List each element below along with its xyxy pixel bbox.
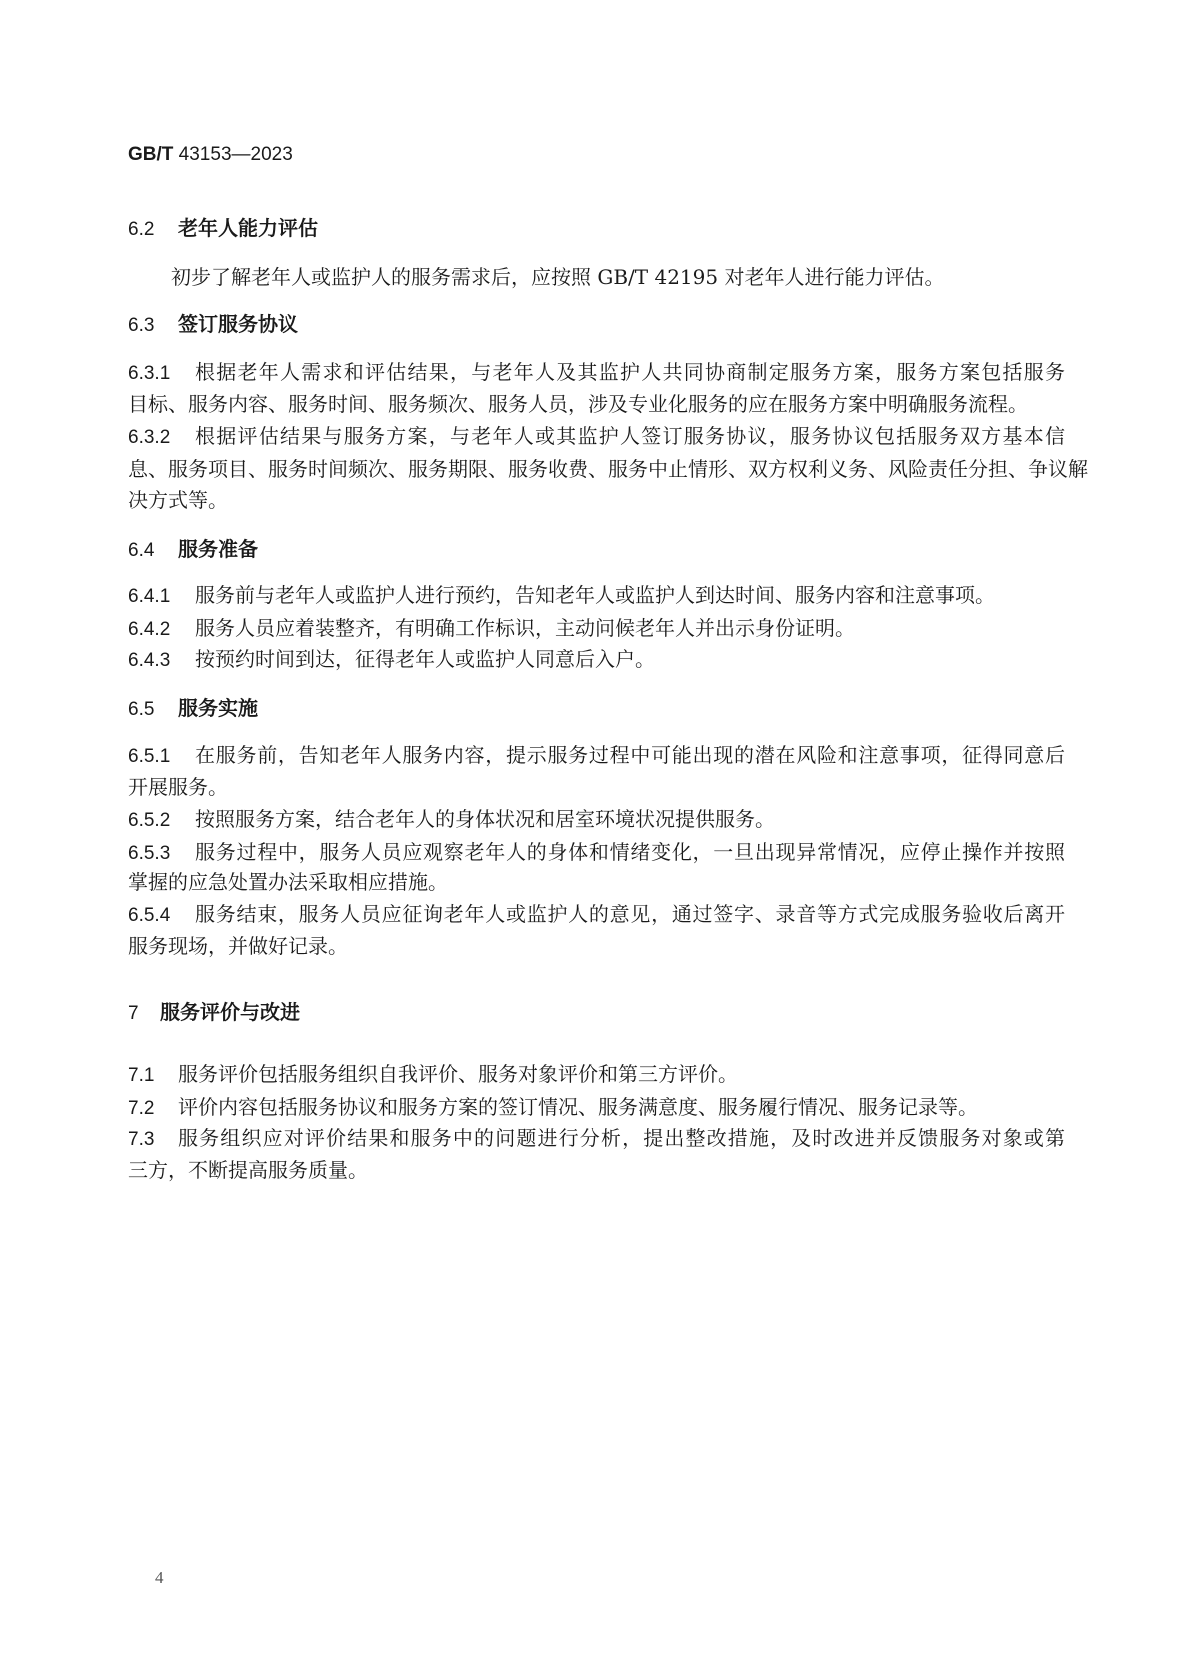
clause-7-2 (128, 1095, 1065, 1121)
clause-line: 根据评估结果与服务方案，与老年人或其监护人签订服务协议，服务协议包括服务双方基本信 (195, 424, 1065, 448)
clause-line: 根据老年人需求和评估结果，与老年人及其监护人共同协商制定服务方案，服务方案包括服务 (195, 360, 1065, 384)
clause-6-5-4 (128, 902, 1065, 928)
section-number: 6.3 (128, 315, 155, 336)
clause-6-5-3 (128, 840, 1065, 866)
clause-line: 在服务前，告知老年人服务内容，提示服务过程中可能出现的潜在风险和注意事项，征得同意后 (195, 743, 1065, 767)
clause-7-3-cont (128, 1158, 1065, 1182)
clause-6-5-3-cont (128, 870, 1065, 894)
clause-line: 掌握的应急处置办法采取相应措施。 (128, 870, 448, 894)
heading-6-3 (128, 312, 1065, 338)
section-title: 服务评价与改进 (160, 1000, 300, 1024)
heading-6-2 (128, 216, 1065, 242)
paragraph-6-2 (171, 265, 1065, 289)
clause-6-3-1 (128, 360, 1065, 386)
clause-7-3 (128, 1126, 1065, 1152)
section-number: 6.5 (128, 699, 155, 720)
section-title: 签订服务协议 (178, 312, 298, 336)
clause-6-3-1-cont (128, 392, 1065, 416)
clause-6-5-4-cont (128, 934, 1065, 958)
clause-line: 服务评价包括服务组织自我评价、服务对象评价和第三方评价。 (178, 1062, 738, 1086)
clause-line: 服务前与老年人或监护人进行预约，告知老年人或监护人到达时间、服务内容和注意事项。 (195, 583, 995, 607)
code-prefix: GB/T (128, 144, 174, 165)
clause-line: 服务组织应对评价结果和服务中的问题进行分析，提出整改措施，及时改进并反馈服务对象或第 (178, 1126, 1065, 1150)
clause-line: 服务现场，并做好记录。 (128, 934, 348, 958)
document-code-header (128, 144, 293, 166)
section-number: 7 (128, 1003, 139, 1024)
heading-6-5 (128, 696, 1065, 722)
section-title: 老年人能力评估 (178, 216, 318, 240)
clause-number: 6.3.2 (128, 427, 171, 448)
heading-6-4 (128, 537, 1065, 563)
clause-line: 开展服务。 (128, 775, 228, 799)
clause-6-5-1 (128, 743, 1065, 769)
heading-7 (128, 1000, 1065, 1026)
clause-7-1 (128, 1062, 1065, 1088)
clause-6-4-2 (128, 616, 1065, 642)
clause-number: 6.4.2 (128, 619, 171, 640)
page-number: 4 (155, 1568, 164, 1587)
clause-line: 目标、服务内容、服务时间、服务频次、服务人员，涉及专业化服务的应在服务方案中明确服务流程。 (128, 392, 1028, 416)
clause-line: 按照服务方案，结合老年人的身体状况和居室环境状况提供服务。 (195, 807, 775, 831)
clause-number: 6.5.3 (128, 843, 171, 864)
clause-line: 息、服务项目、服务时间频次、服务期限、服务收费、服务中止情形、双方权利义务、风险责任分担、争议解 (128, 457, 1088, 481)
section-title: 服务准备 (178, 537, 258, 561)
clause-6-5-2 (128, 807, 1065, 833)
clause-number: 7.1 (128, 1065, 155, 1086)
clause-number: 6.5.2 (128, 810, 171, 831)
clause-line: 评价内容包括服务协议和服务方案的签订情况、服务满意度、服务履行情况、服务记录等。 (178, 1095, 978, 1119)
section-title: 服务实施 (178, 696, 258, 720)
code-number: 43153—2023 (178, 144, 293, 165)
clause-6-4-3 (128, 647, 1065, 673)
clause-number: 7.3 (128, 1129, 155, 1150)
clause-6-3-2-cont (128, 457, 1088, 481)
clause-line: 按预约时间到达，征得老年人或监护人同意后入户。 (195, 647, 655, 671)
clause-number: 6.4.3 (128, 650, 171, 671)
clause-number: 6.5.1 (128, 746, 171, 767)
clause-line: 服务人员应着装整齐，有明确工作标识，主动问候老年人并出示身份证明。 (195, 616, 855, 640)
clause-line: 决方式等。 (128, 488, 228, 512)
clause-number: 7.2 (128, 1098, 155, 1119)
section-number: 6.2 (128, 219, 155, 240)
clause-number: 6.4.1 (128, 586, 171, 607)
clause-number: 6.3.1 (128, 363, 171, 384)
clause-line: 服务结束，服务人员应征询老年人或监护人的意见，通过签字、录音等方式完成服务验收后离开 (195, 902, 1065, 926)
clause-line: 服务过程中，服务人员应观察老年人的身体和情绪变化，一旦出现异常情况，应停止操作并按照 (195, 840, 1065, 864)
clause-6-3-2 (128, 424, 1065, 450)
section-number: 6.4 (128, 540, 155, 561)
clause-6-4-1 (128, 583, 1065, 609)
clause-6-3-2-cont2 (128, 488, 1065, 512)
paragraph-text: 初步了解老年人或监护人的服务需求后，应按照 GB/T 42195 对老年人进行能力评估。 (171, 265, 945, 289)
clause-line: 三方，不断提高服务质量。 (128, 1158, 368, 1182)
clause-number: 6.5.4 (128, 905, 171, 926)
clause-6-5-1-cont (128, 775, 1065, 799)
